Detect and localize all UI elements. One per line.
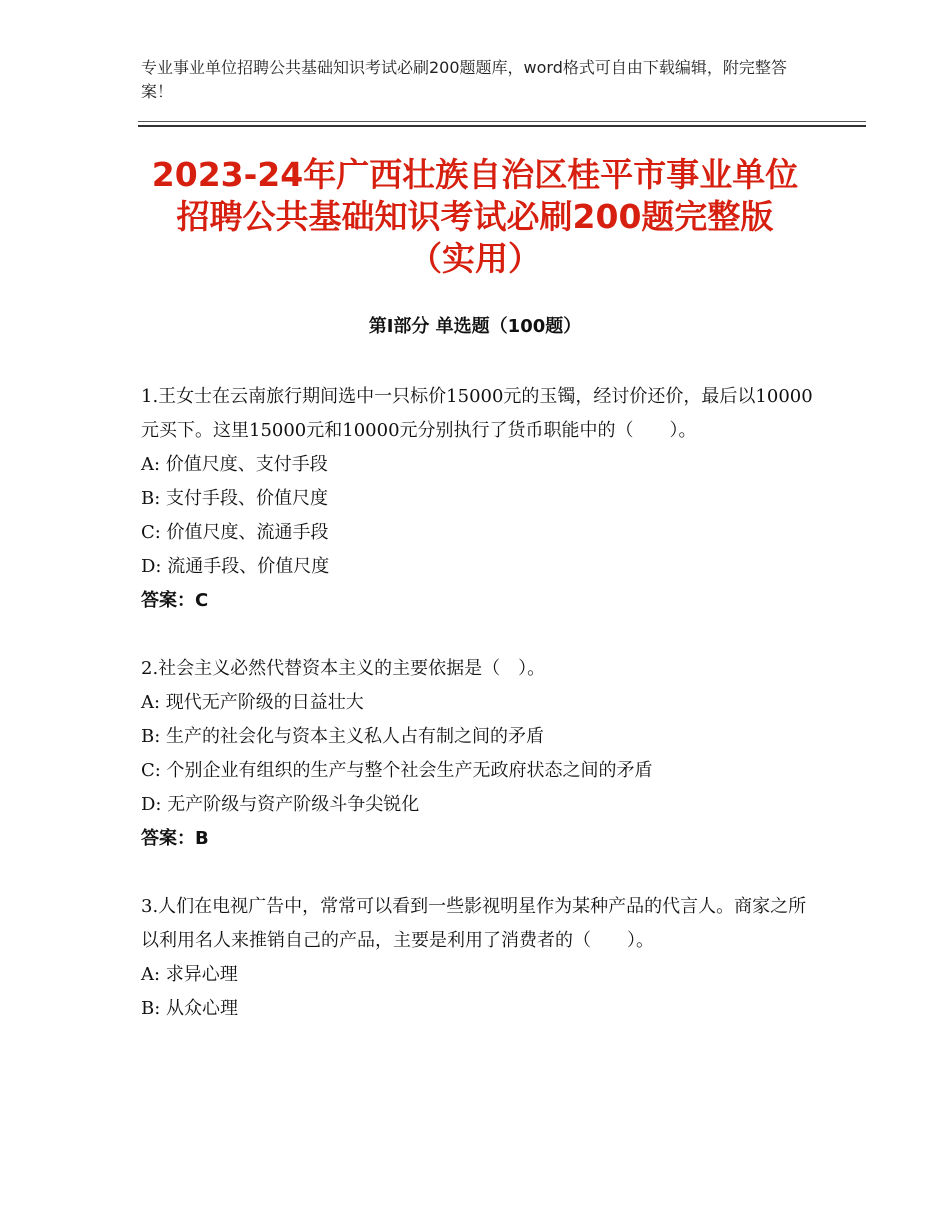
option-b: B: 生产的社会化与资本主义私人占有制之间的矛盾 bbox=[141, 726, 545, 747]
title-line-2: 招聘公共基础知识考试必刷200题完整版 bbox=[176, 197, 774, 236]
answer-label: 答案：B bbox=[141, 828, 209, 849]
option-c: C: 个别企业有组织的生产与整个社会生产无政府状态之间的矛盾 bbox=[141, 760, 653, 781]
option-b: B: 支付手段、价值尺度 bbox=[141, 488, 329, 509]
question-3 bbox=[141, 890, 821, 1026]
question-list bbox=[141, 380, 821, 1060]
section-heading: 第Ⅰ部分 单选题（100题） bbox=[368, 316, 582, 337]
question-stem: 3.人们在电视广告中，常常可以看到一些影视明星作为某种产品的代言人。商家之所以利用名人来推销自己的产品，主要是利用了消费者的（ ）。 bbox=[141, 896, 807, 951]
option-a: A: 求异心理 bbox=[141, 964, 238, 985]
option-c: C: 价值尺度、流通手段 bbox=[141, 522, 329, 543]
question-stem: 2.社会主义必然代替资本主义的主要依据是（ ）。 bbox=[141, 658, 546, 679]
answer-label: 答案：C bbox=[141, 590, 209, 611]
header-rule-thick bbox=[138, 125, 866, 127]
question-stem: 1.王女士在云南旅行期间选中一只标价15000元的玉镯，经讨价还价，最后以10000元买下。这里15000元和10000元分别执行了货币职能中的（ ）。 bbox=[141, 386, 813, 441]
question-2 bbox=[141, 652, 821, 856]
header-note: 专业事业单位招聘公共基础知识考试必刷200题题库，word格式可自由下载编辑，附完整答案！ bbox=[141, 58, 787, 101]
header-rule-thin bbox=[138, 121, 866, 122]
document-title bbox=[120, 154, 830, 280]
option-d: D: 无产阶级与资产阶级斗争尖锐化 bbox=[141, 794, 420, 815]
title-line-1: 2023-24年广西壮族自治区桂平市事业单位 bbox=[151, 155, 799, 194]
title-line-3: （实用） bbox=[409, 239, 541, 278]
option-b: B: 从众心理 bbox=[141, 998, 239, 1019]
option-a: A: 现代无产阶级的日益壮大 bbox=[141, 692, 364, 713]
question-1 bbox=[141, 380, 821, 618]
option-d: D: 流通手段、价值尺度 bbox=[141, 556, 330, 577]
option-a: A: 价值尺度、支付手段 bbox=[141, 454, 328, 475]
